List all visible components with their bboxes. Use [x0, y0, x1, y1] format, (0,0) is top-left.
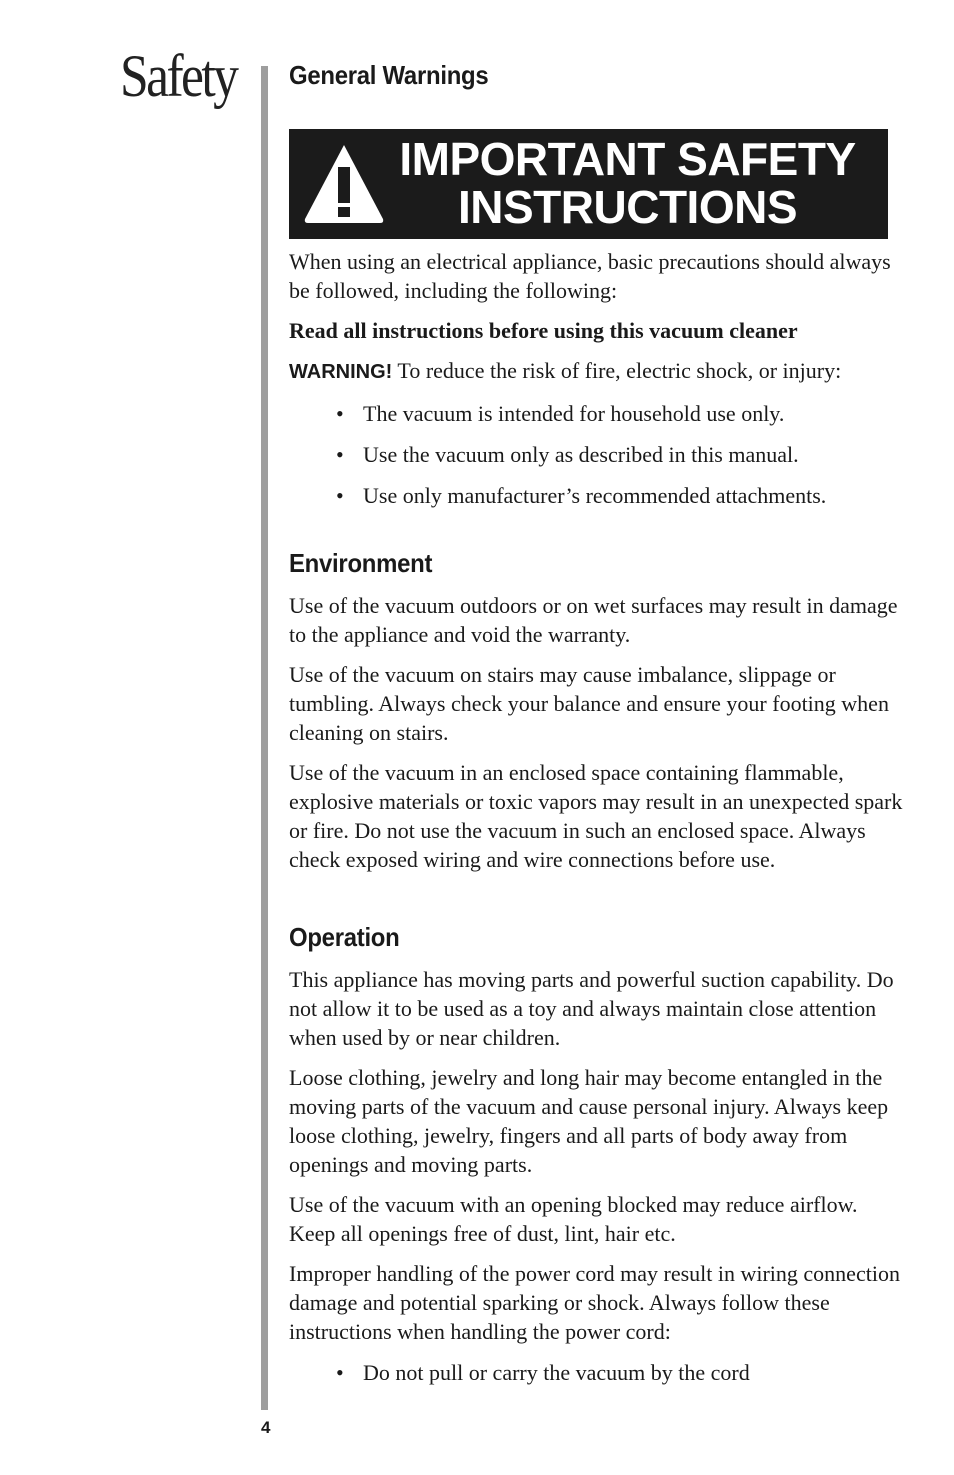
environment-paragraph: Use of the vacuum in an enclosed space containing flammable, explosive materials or toxic vapors may result in an unexpected spark or fire. Do not use the vacuum in such an enclosed space. Always check exposed wiring and wire connections before use.	[289, 760, 903, 872]
operation-paragraph: Loose clothing, jewelry and long hair may become entangled in the moving parts of the vacuum and cause personal injury. Always keep loose clothing, jewelry, fingers and all parts of body away from openings and moving parts.	[289, 1065, 889, 1177]
environment-heading: Environment	[289, 548, 433, 578]
list-item: • The vacuum is intended for household use only.	[336, 401, 785, 426]
list-item-text: The vacuum is intended for household use only.	[363, 401, 785, 426]
environment-paragraph: Use of the vacuum outdoors or on wet surfaces may result in damage to the appliance and void the warranty.	[289, 593, 898, 647]
list-item-text: Do not pull or carry the vacuum by the cord	[363, 1360, 750, 1385]
list-item: • Use only manufacturer’s recommended attachments.	[336, 483, 827, 508]
safety-banner	[289, 129, 888, 239]
operation-paragraph: Improper handling of the power cord may result in wiring connection damage and potential sparking or shock. Always follow these instructions when handling the power cord:	[289, 1261, 900, 1344]
banner-line-2: INSTRUCTIONS	[458, 181, 797, 233]
warning-text: To reduce the risk of fire, electric shock, or injury:	[392, 358, 842, 383]
warning-triangle-icon	[301, 139, 387, 229]
warning-line	[289, 356, 909, 387]
read-all-instructions: Read all instructions before using this vacuum cleaner	[289, 318, 798, 343]
intro-paragraph: When using an electrical appliance, basic precautions should always be followed, including the following:	[289, 249, 891, 303]
warning-label: WARNING!	[289, 361, 393, 383]
environment-paragraph: Use of the vacuum on stairs may cause imbalance, slippage or tumbling. Always check your balance and ensure your footing when cleaning on stairs.	[289, 662, 889, 745]
list-item: • Do not pull or carry the vacuum by the cord	[336, 1360, 750, 1385]
general-bullets	[289, 399, 909, 510]
content	[289, 60, 909, 1387]
operation-paragraph: Use of the vacuum with an opening blocked may reduce airflow. Keep all openings free of dust, lint, hair etc.	[289, 1192, 858, 1246]
list-item-text: Use only manufacturer’s recommended attachments.	[363, 483, 827, 508]
operation-paragraph: This appliance has moving parts and powerful suction capability. Do not allow it to be used as a toy and always maintain close attention when used by or near children.	[289, 967, 894, 1050]
banner-line-1: IMPORTANT SAFETY	[399, 133, 856, 185]
page-number: 4	[261, 1418, 271, 1437]
side-title: Safety	[120, 43, 237, 109]
vertical-rule	[261, 66, 268, 1410]
list-item-text: Use the vacuum only as described in this manual.	[363, 442, 799, 467]
operation-heading: Operation	[289, 922, 400, 952]
operation-bullets	[289, 1358, 909, 1387]
general-warnings-heading: General Warnings	[289, 60, 489, 90]
list-item: • Use the vacuum only as described in this manual.	[336, 442, 799, 467]
banner-title	[385, 135, 870, 231]
